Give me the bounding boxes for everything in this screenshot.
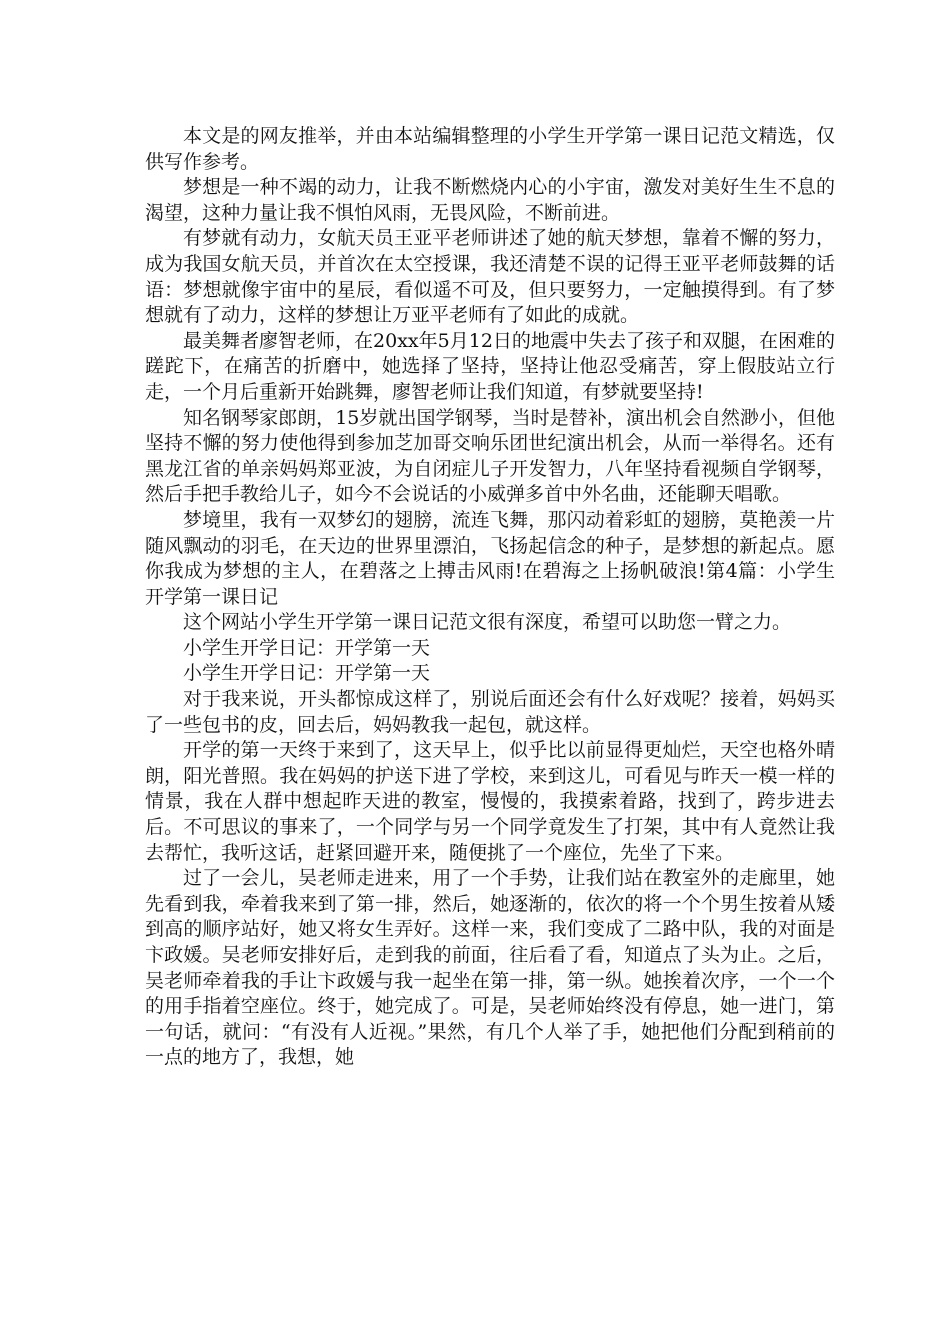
paragraph-first-day: 开学的第一天终于来到了，这天早上，似乎比以前显得更灿烂，天空也格外晴朗，阳光普照。我在妈妈的护送下进了学校，来到这儿，可看见与昨天一模一样的情景，我在人群中想起昨天进的教室，慢慢的，我摸索着路，找到了，跨步进去后。不可思议的事来了，一个同学与另一个同学竟发生了打架，其中有人竟然让我去帮忙，我听这话，赶紧回避开来，随便挑了一个座位，先坐了下来。 — [145, 739, 835, 864]
paragraph-teacher-wu: 过了一会儿，吴老师走进来，用了一个手势，让我们站在教室外的走廊里，她先看到我，牵着我来到了第一排，然后，她逐渐的，依次的将一个个男生按着从矮到高的顺序站好，她又将女生弄好。这样一来，我们变成了二路中队，我的对面是卞政媛。吴老师安排好后，走到我的前面，往后看了看，知道点了头为止。之后，吴老师牵着我的手让卞政媛与我一起坐在第一排，第一纵。她挨着次序，一个一个的用手指着空座位。终于，她完成了。可是，吴老师始终没有停息，她一进门，第一句话，就问：“有没有人近视。”果然，有几个人举了手，她把他们分配到稍前的一点的地方了，我想，她 — [145, 867, 835, 1069]
article-body — [145, 124, 835, 1071]
paragraph-intro: 本文是的网友推举，并由本站编辑整理的小学生开学第一课日记范文精选，仅供写作参考。 — [145, 125, 835, 173]
paragraph-liao-zhi: 最美舞者廖智老师，在20xx年5月12日的地震中失去了孩子和双腿，在困难的蹉跎下，在痛苦的折磨中，她选择了坚持，坚持让他忍受痛苦，穿上假肢站立行走，一个月后重新开始跳舞，廖智老师让我们知道，有梦就要坚持! — [145, 329, 835, 403]
paragraph-diary-title-1: 小学生开学日记：开学第一天 — [183, 636, 431, 659]
paragraph-dreamland: 梦境里，我有一双梦幻的翅膀，流连飞舞，那闪动着彩虹的翅膀，莫艳羡一片随风飘动的羽毛，在天边的世界里漂泊，飞扬起信念的种子，是梦想的新起点。愿你我成为梦想的主人，在碧落之上搏击风雨!在碧海之上扬帆破浪!第4篇：小学生开学第一课日记 — [145, 508, 835, 608]
paragraph-site-note: 这个网站小学生开学第一课日记范文很有深度，希望可以助您一臂之力。 — [183, 611, 792, 634]
paragraph-wang-yaping: 有梦就有动力，女航天员王亚平老师讲述了她的航天梦想，靠着不懈的努力，成为我国女航天员，并首次在太空授课，我还清楚不误的记得王亚平老师鼓舞的话语：梦想就像宇宙中的星辰，看似遥不可及，但只要努力，一定触摸得到。有了梦想就有了动力，这样的梦想让万亚平老师有了如此的成就。 — [145, 227, 835, 327]
paragraph-dream-power: 梦想是一种不竭的动力，让我不断燃烧内心的小宇宙，激发对美好生生不息的渴望，这种力量让我不惧怕风雨，无畏风险，不断前进。 — [145, 176, 835, 224]
paragraph-beginning: 对于我来说，开头都惊成这样了，别说后面还会有什么好戏呢？接着，妈妈买了一些包书的皮，回去后，妈妈教我一起包，就这样。 — [145, 688, 835, 736]
paragraph-diary-title-2: 小学生开学日记：开学第一天 — [183, 662, 431, 685]
paragraph-lang-lang: 知名钢琴家郎朗，15岁就出国学钢琴，当时是替补，演出机会自然渺小，但他坚持不懈的努力使他得到参加芝加哥交响乐团世纪演出机会，从而一举得名。还有黑龙江省的单亲妈妈郑亚波，为自闭症儿子开发智力，八年坚持看视频自学钢琴，然后手把手教给儿子，如今不会说话的小威弹多首中外名曲，还能聊天唱歌。 — [145, 406, 835, 506]
